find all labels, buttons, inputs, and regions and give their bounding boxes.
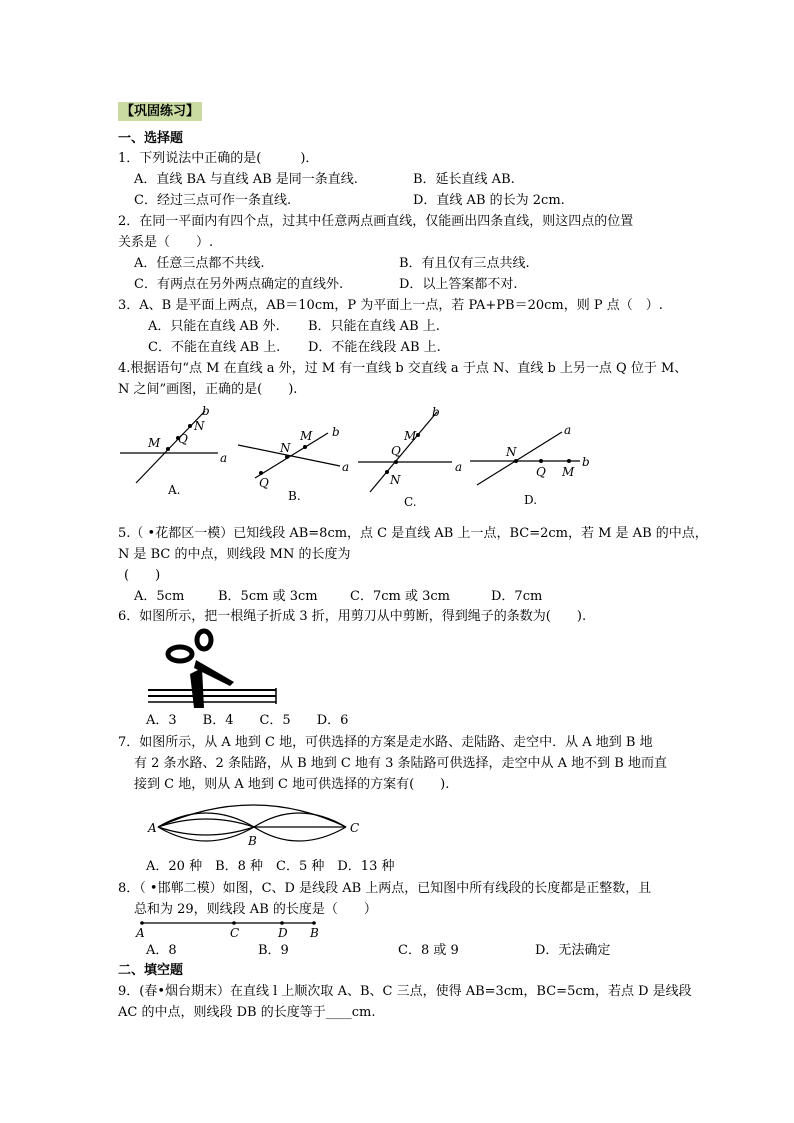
q4-figures (0, 400, 794, 520)
q4c-label-n: N (390, 473, 401, 487)
q4d-label-b: b (582, 455, 590, 469)
q4c-label-b: b (432, 405, 440, 419)
q2-stem-line1: 2．在同一平面内有四个点，过其中任意两点画直线，仅能画出四条直线，则这四点的位置 (118, 214, 634, 229)
q8-stem-line1: 8．（ •邯郸二模）如图，C、D 是线段 AB 上两点，已知图中所有线段的长度都是正整数，且 (118, 881, 652, 896)
part1-heading: 一、选择题 (118, 131, 184, 146)
q4c-label-q: Q (391, 444, 401, 458)
q3-option-c: C．不能在直线 AB 上. (148, 340, 281, 355)
q8-option-d: D．无法确定 (535, 943, 611, 958)
q8-option-a: A．8 (146, 943, 177, 958)
q1-option-d: D．直线 AB 的长为 2cm. (413, 193, 565, 208)
q4d-label-n: N (506, 445, 517, 459)
q4a-label-a: a (220, 451, 228, 465)
q8-stem-line2: 总和为 29，则线段 AB 的长度是（ ） (134, 902, 377, 917)
q4c-option: C. (404, 495, 417, 509)
q9-stem-line1: 9．(春•烟台期末）在直线 l 上顺次取 A、B、C 三点，使得 AB=3cm，BC=5cm，若点 D 是线段 (118, 984, 692, 999)
q4-figure-d (470, 423, 590, 507)
q6-scissors-figure (146, 630, 286, 710)
q4b-label-n: N (280, 441, 291, 455)
q8-option-b: B．9 (258, 943, 289, 958)
q8-label-c: C (230, 926, 240, 940)
q7-stem-line3: 接到 C 地，则从 A 地到 C 地可供选择的方案有( ). (134, 777, 450, 792)
q5-option-d: D．7cm (491, 589, 543, 604)
q5-blank: ( ) (124, 568, 161, 583)
q3-option-b: B．只能在直线 AB 上. (308, 319, 440, 334)
q7-label-b: B (248, 834, 257, 848)
q4-figure-c (358, 405, 462, 509)
q5-option-c: C．7cm 或 3cm (350, 589, 450, 604)
q4a-option: A. (168, 483, 181, 497)
q5-stem-line2: N 是 BC 的中点，则线段 MN 的长度为 (118, 547, 351, 562)
q1-stem: 1．下列说法中正确的是( )． (118, 151, 319, 166)
q4-stem-line2: N 之间”画图，正确的是( ). (118, 382, 298, 397)
q4b-label-q: Q (259, 476, 269, 490)
q4c-label-a: a (455, 460, 463, 474)
q9-stem-line2: AC 的中点，则线段 DB 的长度等于____cm. (118, 1005, 376, 1020)
q4b-label-a: a (342, 460, 350, 474)
q4d-label-q: Q (536, 465, 546, 479)
q4b-label-m: M (300, 429, 313, 443)
q4a-label-m: M (148, 436, 161, 450)
q1-option-b: B．延长直线 AB. (413, 172, 515, 187)
part2-heading: 二、填空题 (118, 963, 184, 978)
q7-stem-line1: 7．如图所示，从 A 地到 C 地，可供选择的方案是走水路、走陆路、走空中．从 A 地到 B 地 (118, 735, 653, 750)
q8-option-c: C．8 或 9 (398, 943, 459, 958)
q4c-label-m: M (404, 429, 417, 443)
q5-stem-line1: 5.（ •花都区一模）已知线段 AB=8cm，点 C 是直线 AB 上一点，BC=2cm，若 M 是 AB 的中点， (118, 526, 708, 541)
q4d-label-m: M (562, 465, 575, 479)
q7-routes-figure (146, 805, 376, 855)
q4-figure-a (120, 404, 227, 497)
q4a-label-q: Q (178, 432, 188, 446)
q4-figure-b (238, 425, 349, 503)
q7-label-c: C (350, 821, 360, 835)
section-tag: 【巩固练习】 (118, 102, 202, 121)
q8-label-d: D (278, 926, 288, 940)
q4b-option: B. (288, 489, 301, 503)
q4a-label-n: N (194, 419, 205, 433)
q4a-label-b: b (202, 404, 210, 418)
q2-stem-line2: 关系是（ ）. (118, 235, 214, 250)
q8-label-b: B (310, 926, 319, 940)
q7-options: A．20 种 B．8 种 C．5 种 D．13 种 (146, 859, 395, 874)
q7-stem-line2: 有 2 条水路、2 条陆路，从 B 地到 C 地有 3 条陆路可供选择，走空中从 A 地不到 B 地而直 (134, 756, 667, 771)
q5-option-b: B．5cm 或 3cm (218, 589, 318, 604)
q2-option-a: A．任意三点都不共线. (134, 256, 265, 271)
q3-option-a: A．只能在直线 AB 外. (148, 319, 280, 334)
q4d-option: D. (524, 493, 538, 507)
q1-option-c: C．经过三点可作一条直线. (134, 193, 292, 208)
q3-option-d: D．不能在线段 AB 上. (308, 340, 441, 355)
q5-option-a: A．5cm (134, 589, 185, 604)
q2-option-b: B．有且仅有三点共线. (399, 256, 530, 271)
q4d-label-a: a (564, 423, 572, 437)
q6-stem: 6．如图所示，把一根绳子折成 3 折，用剪刀从中剪断，得到绳子的条数为( ). (118, 609, 587, 624)
q2-option-c: C．有两点在另外两点确定的直线外. (134, 277, 344, 292)
q8-segment-figure (134, 918, 334, 942)
q7-label-a: A (148, 821, 157, 835)
q3-stem: 3．A、B 是平面上两点，AB＝10cm，P 为平面上一点，若 PA+PB＝20cm，则 P 点（ ）. (118, 298, 663, 313)
q6-options: A．3 B．4 C．5 D．6 (146, 713, 349, 728)
q8-label-a: A (136, 926, 145, 940)
q4b-label-b: b (332, 425, 340, 439)
q2-option-d: D．以上答案都不对. (399, 277, 518, 292)
q1-option-a: A．直线 BA 与直线 AB 是同一条直线. (134, 172, 358, 187)
q4-stem-line1: 4.根据语句“点 M 在直线 a 外，过 M 有一直线 b 交直线 a 于点 N、直线 b 上另一点 Q 位于 M、 (118, 361, 688, 376)
